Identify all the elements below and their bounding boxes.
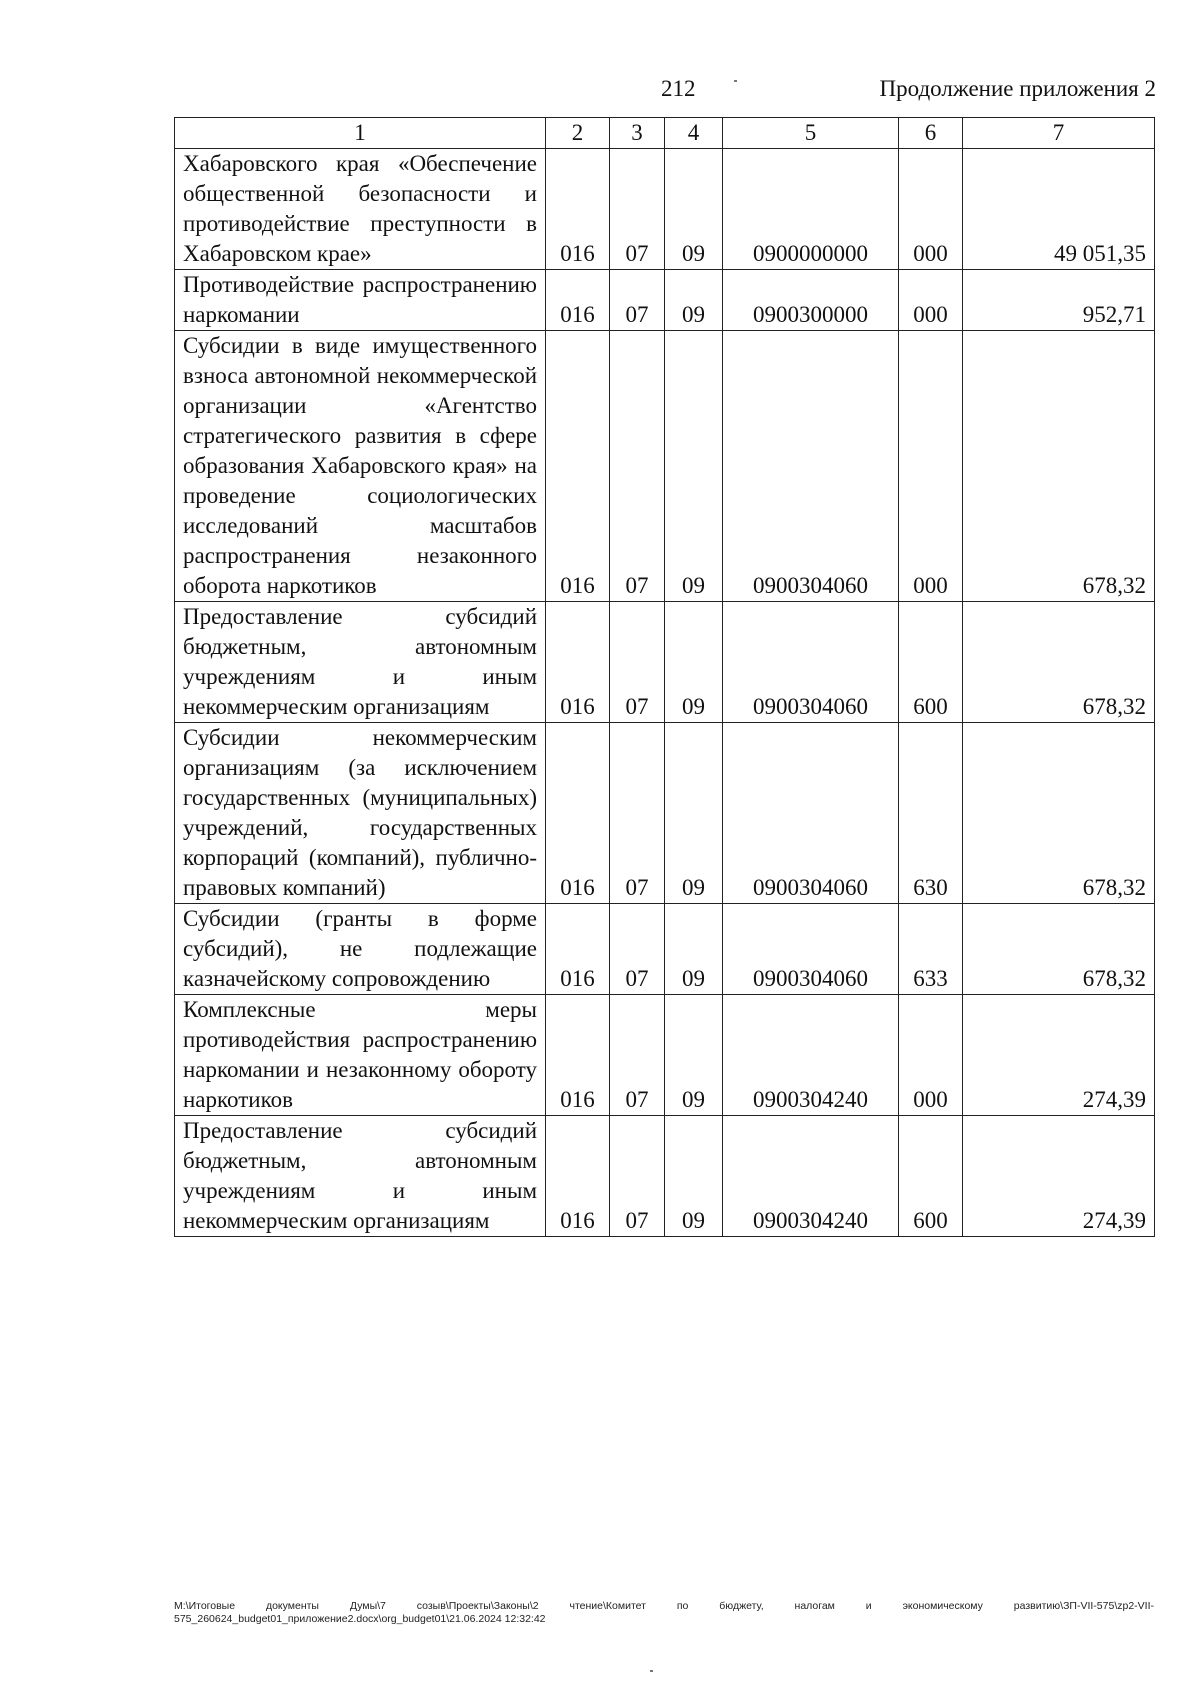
column-header: 4 [665, 118, 723, 149]
table-row [175, 149, 1155, 270]
column-header: 7 [963, 118, 1155, 149]
row-pr-code: 09 [665, 602, 723, 723]
row-gr-code: 016 [546, 602, 610, 723]
row-name: Предоставление субсидий бюджетным, автономным учреждениям и иным некоммерческим организациям [175, 602, 546, 723]
row-rz-code: 07 [610, 331, 665, 602]
row-pr-code: 09 [665, 1116, 723, 1237]
table-row [175, 995, 1155, 1116]
row-csr-code: 0900304240 [723, 995, 899, 1116]
row-amount: 49 051,35 [963, 149, 1155, 270]
row-gr-code: 016 [546, 904, 610, 995]
row-gr-code: 016 [546, 1116, 610, 1237]
row-vr-code: 000 [899, 331, 963, 602]
row-gr-code: 016 [546, 723, 610, 904]
row-pr-code: 09 [665, 149, 723, 270]
row-amount: 274,39 [963, 1116, 1155, 1237]
row-csr-code: 0900304060 [723, 331, 899, 602]
row-amount: 678,32 [963, 602, 1155, 723]
row-name: Субсидии некоммерческим организациям (за исключением государственных (муниципальных) учреждений, государственных корпораций (компаний), публично-правовых компаний) [175, 723, 546, 904]
table-row [175, 1116, 1155, 1237]
row-name: Субсидии в виде имущественного взноса автономной некоммерческой организации «Агентство стратегического развития в сфере образования Хабаровского края» на проведение социологических исследований масштабов распространения незаконного оборота наркотиков [175, 331, 546, 602]
row-vr-code: 600 [899, 602, 963, 723]
row-vr-code: 600 [899, 1116, 963, 1237]
column-header: 5 [723, 118, 899, 149]
row-pr-code: 09 [665, 904, 723, 995]
row-name: Субсидии (гранты в форме субсидий), не подлежащие казначейскому сопровождению [175, 904, 546, 995]
page-number: 212 [661, 76, 696, 101]
table-row [175, 270, 1155, 331]
row-vr-code: 633 [899, 904, 963, 995]
row-vr-code: 000 [899, 270, 963, 331]
row-vr-code: 000 [899, 995, 963, 1116]
row-vr-code: 000 [899, 149, 963, 270]
table-row [175, 602, 1155, 723]
column-header: 3 [610, 118, 665, 149]
row-csr-code: 0900304060 [723, 723, 899, 904]
row-pr-code: 09 [665, 270, 723, 331]
row-name: Хабаровского края «Обеспечение общественной безопасности и противодействие преступности в Хабаровском крае» [175, 149, 546, 270]
row-rz-code: 07 [610, 995, 665, 1116]
row-name: Предоставление субсидий бюджетным, автономным учреждениям и иным некоммерческим организациям [175, 1116, 546, 1237]
row-csr-code: 0900304060 [723, 904, 899, 995]
file-path-footer: M:\Итоговые документы Думы\7 созыв\Проекты\Законы\2 чтение\Комитет по бюджету, налогам и экономическому развитию\ЗП-VII-575\zp2-VII-575_260624_budget01_приложение2.docx\org_budget01\21.06.2024 12:32:42 [174, 1600, 1154, 1625]
budget-table [174, 117, 1155, 1237]
row-gr-code: 016 [546, 995, 610, 1116]
row-name: Противодействие распространению наркомании [175, 270, 546, 331]
row-amount: 274,39 [963, 995, 1155, 1116]
table-row [175, 904, 1155, 995]
table-row [175, 723, 1155, 904]
row-gr-code: 016 [546, 270, 610, 331]
row-csr-code: 0900304060 [723, 602, 899, 723]
table-row [175, 331, 1155, 602]
row-amount: 678,32 [963, 331, 1155, 602]
row-gr-code: 016 [546, 149, 610, 270]
row-vr-code: 630 [899, 723, 963, 904]
column-header: 6 [899, 118, 963, 149]
row-rz-code: 07 [610, 1116, 665, 1237]
column-number-row [175, 118, 1155, 149]
row-pr-code: 09 [665, 723, 723, 904]
row-csr-code: 0900000000 [723, 149, 899, 270]
row-rz-code: 07 [610, 904, 665, 995]
row-name: Комплексные меры противодействия распространению наркомании и незаконному обороту наркотиков [175, 995, 546, 1116]
row-amount: 678,32 [963, 904, 1155, 995]
row-pr-code: 09 [665, 995, 723, 1116]
row-amount: 678,32 [963, 723, 1155, 904]
row-rz-code: 07 [610, 602, 665, 723]
row-csr-code: 0900304240 [723, 1116, 899, 1237]
row-amount: 952,71 [963, 270, 1155, 331]
row-rz-code: 07 [610, 270, 665, 331]
continuation-caption: Продолжение приложения 2 [879, 76, 1156, 101]
scan-speck [650, 1670, 653, 1672]
scan-speck [734, 80, 737, 82]
column-header: 2 [546, 118, 610, 149]
row-rz-code: 07 [610, 723, 665, 904]
row-csr-code: 0900300000 [723, 270, 899, 331]
row-pr-code: 09 [665, 331, 723, 602]
column-header: 1 [175, 118, 546, 149]
row-gr-code: 016 [546, 331, 610, 602]
row-rz-code: 07 [610, 149, 665, 270]
